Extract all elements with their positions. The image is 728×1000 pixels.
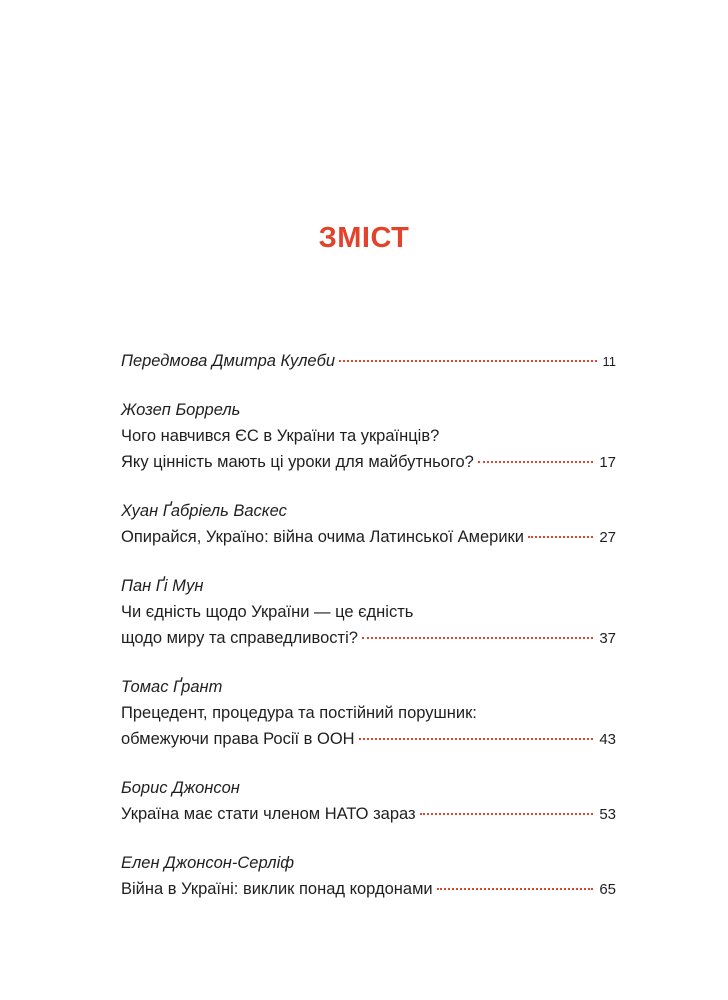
essay-title-line: Опирайся, Україно: війна очима Латинської Америки — [121, 528, 524, 546]
toc-row — [121, 625, 616, 651]
toc-row — [121, 876, 616, 902]
dot-leader — [420, 813, 594, 815]
author-name: Борис Джонсон — [121, 779, 240, 797]
toc-entry-foreword — [121, 348, 616, 374]
essay-title-line: щодо миру та справедливості? — [121, 629, 358, 647]
dot-leader — [478, 461, 593, 463]
toc-entry — [121, 775, 616, 827]
essay-title-line: Прецедент, процедура та постійний порушник: — [121, 704, 477, 722]
page-number: 17 — [599, 454, 616, 471]
page-number: 43 — [599, 731, 616, 748]
essay-title-line: Чи єдність щодо України — це єдність — [121, 603, 414, 621]
toc-row — [121, 449, 616, 475]
author-name: Томас Ґрант — [121, 678, 223, 696]
dot-leader — [339, 360, 596, 362]
toc-entry — [121, 674, 616, 752]
essay-title-line: обмежуючи права Росії в ООН — [121, 730, 355, 748]
toc-entry — [121, 573, 616, 651]
toc-entry-title: Передмова Дмитра Кулеби — [121, 352, 336, 370]
dot-leader — [359, 738, 594, 740]
author-name: Хуан Ґабріель Васкес — [121, 502, 287, 520]
author-name: Пан Ґі Мун — [121, 577, 204, 595]
essay-title-line: Чого навчився ЄС в України та українців? — [121, 427, 440, 445]
table-of-contents — [121, 348, 616, 925]
dot-leader — [528, 536, 593, 538]
toc-row — [121, 348, 616, 374]
toc-entry — [121, 850, 616, 902]
author-name: Жозеп Боррель — [121, 401, 241, 419]
dot-leader — [362, 637, 593, 639]
page-number: 53 — [599, 806, 616, 823]
toc-row — [121, 801, 616, 827]
toc-row — [121, 524, 616, 550]
page-number: 65 — [599, 881, 616, 898]
page-number: 27 — [599, 529, 616, 546]
toc-row — [121, 726, 616, 752]
page-number: 37 — [599, 630, 616, 647]
essay-title-line: Україна має стати членом НАТО зараз — [121, 805, 416, 823]
essay-title-line: Війна в Україні: виклик понад кордонами — [121, 880, 433, 898]
author-name: Елен Джонсон-Серліф — [121, 854, 295, 872]
toc-entry — [121, 498, 616, 550]
page-number: 11 — [602, 354, 616, 369]
page-title: ЗМІСТ — [318, 222, 410, 254]
dot-leader — [437, 888, 594, 890]
essay-title-line: Яку цінність мають ці уроки для майбутнього? — [121, 453, 474, 471]
toc-entry — [121, 397, 616, 475]
